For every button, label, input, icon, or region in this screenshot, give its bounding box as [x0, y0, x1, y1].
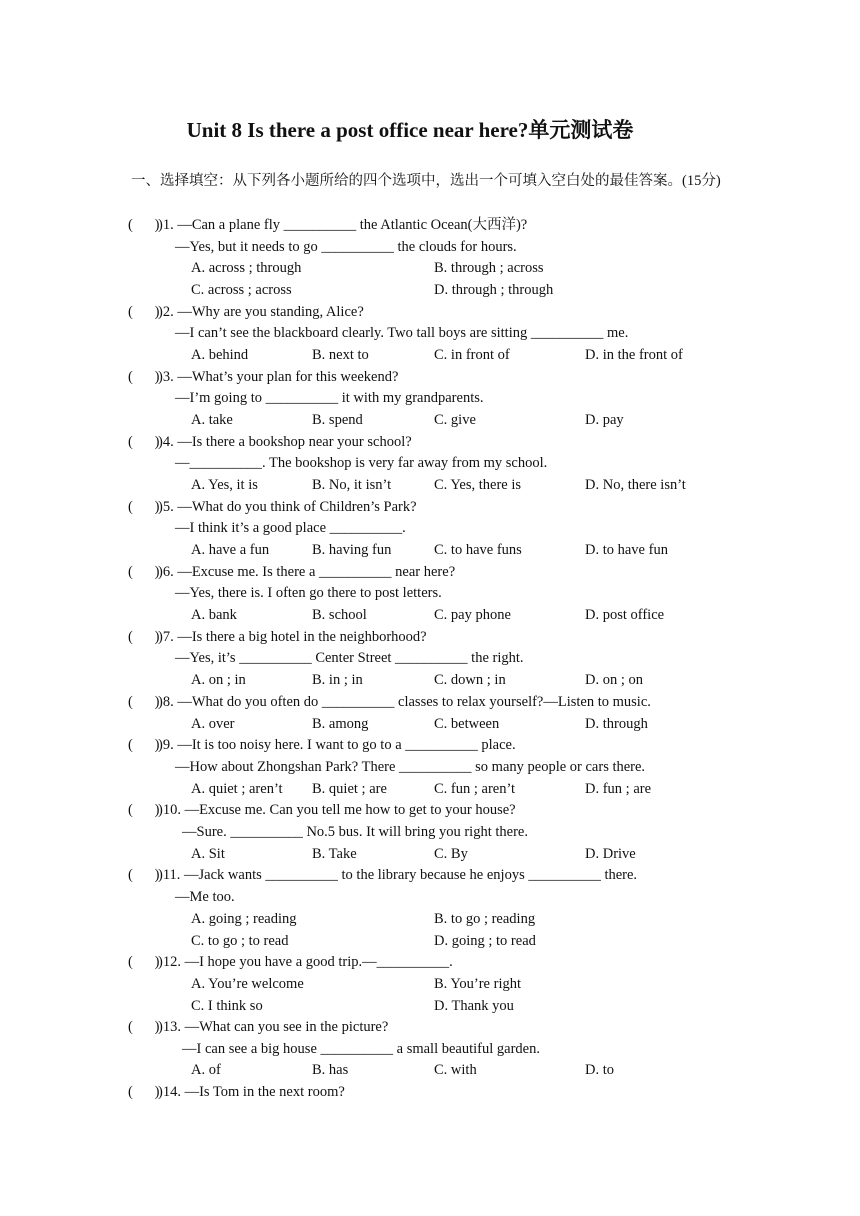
answer-option[interactable]: D. fun ; are	[585, 781, 652, 797]
answer-option[interactable]: A. behind	[191, 347, 249, 363]
answer-blank[interactable]: ( )	[128, 564, 160, 580]
answer-option[interactable]: C. between	[434, 716, 500, 732]
answer-option[interactable]: C. pay phone	[434, 607, 511, 623]
answer-option[interactable]: D. going ; to read	[434, 933, 536, 949]
question-response-line: —Yes, but it needs to go __________ the clouds for hours.	[175, 239, 517, 255]
answer-option[interactable]: C. give	[434, 412, 476, 428]
answer-blank[interactable]: ( )	[128, 694, 160, 710]
answer-blank[interactable]: ( )	[128, 499, 160, 515]
answer-option[interactable]: B. next to	[312, 347, 369, 363]
answer-option[interactable]: A. You’re welcome	[191, 976, 304, 992]
answer-option[interactable]: C. in front of	[434, 347, 510, 363]
answer-option[interactable]: A. going ; reading	[191, 911, 297, 927]
answer-option[interactable]: C. to have funs	[434, 542, 522, 558]
answer-option[interactable]: D. post office	[585, 607, 665, 623]
question-stem: )8. —What do you often do __________ classes to relax yourself?—Listen to music.	[158, 694, 651, 710]
answer-option[interactable]: D. on ; on	[585, 672, 643, 688]
answer-blank[interactable]: ( )	[128, 369, 160, 385]
question-response-line: —Sure. __________ No.5 bus. It will bring you right there.	[182, 824, 528, 840]
answer-blank[interactable]: ( )	[128, 1019, 160, 1035]
answer-option[interactable]: A. on ; in	[191, 672, 246, 688]
question-stem: )5. —What do you think of Children’s Park?	[158, 499, 417, 515]
question-stem: )12. —I hope you have a good trip.—__________.	[158, 954, 453, 970]
question-response-line: —Me too.	[175, 889, 235, 905]
answer-option[interactable]: A. over	[191, 716, 235, 732]
answer-blank[interactable]: ( )	[128, 629, 160, 645]
answer-option[interactable]: C. Yes, there is	[434, 477, 522, 493]
answer-option[interactable]: C. down ; in	[434, 672, 506, 688]
answer-option[interactable]: A. of	[191, 1062, 221, 1078]
question-stem: )14. —Is Tom in the next room?	[158, 1084, 345, 1100]
answer-option[interactable]: C. to go ; to read	[191, 933, 289, 949]
answer-option[interactable]: D. Thank you	[434, 998, 514, 1014]
answer-option[interactable]: B. having fun	[312, 542, 392, 558]
question-stem: )6. —Excuse me. Is there a __________ near here?	[158, 564, 456, 580]
answer-option[interactable]: D. through ; through	[434, 282, 554, 298]
question-stem: )13. —What can you see in the picture?	[158, 1019, 389, 1035]
answer-option[interactable]: B. in ; in	[312, 672, 363, 688]
answer-option[interactable]: B. No, it isn’t	[312, 477, 392, 493]
question-stem: )11. —Jack wants __________ to the library because he enjoys __________ there.	[158, 867, 638, 883]
answer-blank[interactable]: ( )	[128, 304, 160, 320]
question-stem: )2. —Why are you standing, Alice?	[158, 304, 364, 320]
answer-option[interactable]: D. Drive	[585, 846, 636, 862]
answer-option[interactable]: B. to go ; reading	[434, 911, 536, 927]
answer-blank[interactable]: ( )	[128, 954, 160, 970]
answer-option[interactable]: B. Take	[312, 846, 357, 862]
answer-option[interactable]: C. with	[434, 1062, 477, 1078]
answer-option[interactable]: B. through ; across	[434, 260, 544, 276]
answer-option[interactable]: B. school	[312, 607, 367, 623]
answer-option[interactable]: A. Sit	[191, 846, 225, 862]
answer-option[interactable]: C. fun ; aren’t	[434, 781, 516, 797]
answer-blank[interactable]: ( )	[128, 802, 160, 818]
question-response-line: —I’m going to __________ it with my grandparents.	[175, 390, 484, 406]
question-response-line: —How about Zhongshan Park? There __________ so many people or cars there.	[175, 759, 646, 775]
answer-option[interactable]: A. have a fun	[191, 542, 270, 558]
question-stem: )4. —Is there a bookshop near your school?	[158, 434, 412, 450]
answer-option[interactable]: D. No, there isn’t	[585, 477, 686, 493]
answer-option[interactable]: A. Yes, it is	[191, 477, 258, 493]
answer-option[interactable]: B. has	[312, 1062, 349, 1078]
question-response-line: —I can’t see the blackboard clearly. Two tall boys are sitting __________ me.	[175, 325, 629, 341]
question-response-line: —__________. The bookshop is very far away from my school.	[175, 455, 548, 471]
question-response-line: —Yes, it’s __________ Center Street __________ the right.	[175, 650, 524, 666]
question-stem: )1. —Can a plane fly __________ the Atlantic Ocean(大西洋)?	[158, 217, 528, 233]
answer-option[interactable]: D. in the front of	[585, 347, 683, 363]
answer-option[interactable]: D. pay	[585, 412, 624, 428]
question-response-line: —Yes, there is. I often go there to post letters.	[175, 585, 442, 601]
answer-option[interactable]: B. among	[312, 716, 369, 732]
page-title: Unit 8 Is there a post office near here?单元测试卷	[186, 118, 634, 142]
answer-option[interactable]: D. to	[585, 1062, 614, 1078]
question-stem: )7. —Is there a big hotel in the neighborhood?	[158, 629, 427, 645]
answer-blank[interactable]: ( )	[128, 434, 160, 450]
answer-option[interactable]: D. through	[585, 716, 648, 732]
question-stem: )9. —It is too noisy here. I want to go to a __________ place.	[158, 737, 516, 753]
answer-blank[interactable]: ( )	[128, 217, 160, 233]
question-response-line: —I think it’s a good place __________.	[175, 520, 406, 536]
answer-option[interactable]: A. across ; through	[191, 260, 302, 276]
question-stem: )3. —What’s your plan for this weekend?	[158, 369, 399, 385]
answer-option[interactable]: A. quiet ; aren’t	[191, 781, 283, 797]
answer-option[interactable]: B. spend	[312, 412, 363, 428]
section-heading: 一、选择填空：从下列各小题所给的四个选项中，选出一个可填入空白处的最佳答案。(15分)	[131, 173, 721, 189]
answer-option[interactable]: C. I think so	[191, 998, 263, 1014]
answer-blank[interactable]: ( )	[128, 737, 160, 753]
answer-option[interactable]: C. across ; across	[191, 282, 292, 298]
answer-option[interactable]: A. bank	[191, 607, 237, 623]
question-response-line: —I can see a big house __________ a small beautiful garden.	[182, 1041, 540, 1057]
answer-option[interactable]: B. You’re right	[434, 976, 522, 992]
question-stem: )10. —Excuse me. Can you tell me how to get to your house?	[158, 802, 516, 818]
answer-option[interactable]: C. By	[434, 846, 468, 862]
answer-option[interactable]: D. to have fun	[585, 542, 668, 558]
answer-option[interactable]: B. quiet ; are	[312, 781, 387, 797]
answer-option[interactable]: A. take	[191, 412, 233, 428]
answer-blank[interactable]: ( )	[128, 867, 160, 883]
answer-blank[interactable]: ( )	[128, 1084, 160, 1100]
